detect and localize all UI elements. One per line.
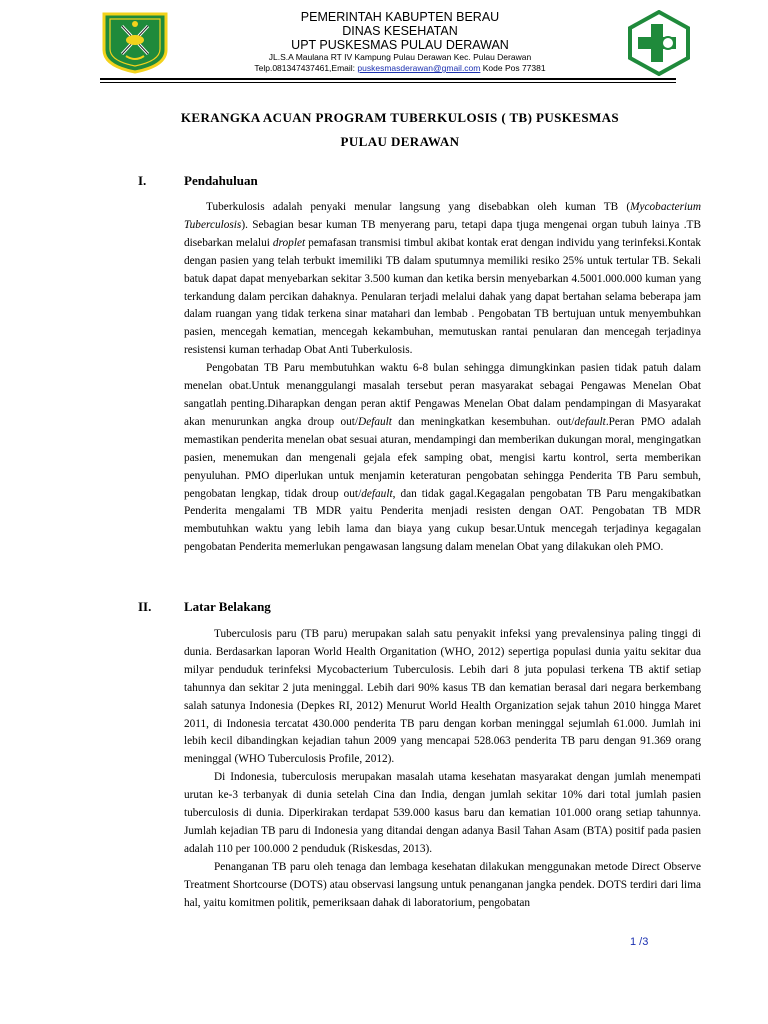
s1p2-italic-1: Default <box>358 415 392 428</box>
s1p2-italic-2: default <box>574 415 606 428</box>
s1p1-text-c: pemafasan transmisi timbul akibat kontak erat dengan individu yang terinfeksi.Kontak dengan pasien yang telah terbukt imemiliki TB dalam sputumnya memiliki resiko 25% untuk tertular TB. Sekali batuk dapat dapat menyebarkan sekitar 3.500 kuman dan ketika bersin menyebarkan 4.5001.000.000 kuman yang terkandung dalam percikan dahaknya. Penularan terjadi melalui dahak yang dapat bertahan selama beberapa jam dalam ruangan yang tidak terkena sinar matahari dan lembab . Pengobatan TB bertujuan untuk menyembuhkan pasien, mencegah kematian, mencegah kekambuhan, memutuskan rantai penularan dan mencegah terjadinya resistensi kuman terhadap Obat Anti Tuberkulosis. <box>184 236 701 357</box>
letterhead-rule-thick <box>100 78 676 80</box>
contact-prefix: Telp.081347437461,Email: <box>254 63 358 73</box>
s1p2-text-a: Pengobatan TB Paru membutuhkan waktu 6-8 bulan sehingga dimungkinkan pasien tidak patuh dalam menelan obat.Untuk menanggulangi masalah tersebut peran masyarakat sebagai Pengawas Menelan Obat sangatlah penting.Diharapkan dengan peran aktif Pengawas Menelan Obat dalam pendampingan di Masyarakat akan menurunkan angka droup out/ <box>184 362 701 428</box>
page-number: 1 /3 <box>630 936 649 948</box>
section2-paragraph2: Di Indonesia, tuberculosis merupakan masalah utama kesehatan masyarakat dengan jumlah menempati urutan ke-3 terbanyak di dunia setelah Cina dan India, dengan jumlah sekitar 10% dari total jumlah pasien tuberculosis di dunia. Diperkirakan terdapat 539.000 kasus baru dan kematian 101.000 orang setiap tahunnya. Jumlah kejadian TB paru di Indonesia yang ditandai dengan adanya Basil Tahan Asam (BTA) positif pada pasien adalah 110 per 100.000 2 penduduk (Riskesdas, 2013). <box>184 771 701 855</box>
letterhead-line1: PEMERINTAH KABUPTEN BERAU <box>300 10 500 24</box>
s1p1-italic-1: Mycobacterium Tuberculosis <box>184 201 701 231</box>
contact-suffix: Kode Pos 77381 <box>480 63 546 73</box>
section1-heading: Pendahuluan <box>184 173 258 188</box>
s1p2-text-b: dan meningkatkan kesembuhan. out/ <box>391 415 575 428</box>
s1p1-italic-2: droplet <box>272 236 306 249</box>
section1-body <box>184 199 701 557</box>
s1p2-italic-3: default <box>361 487 393 500</box>
section2-body <box>184 626 701 913</box>
letterhead-line2: DINAS KESEHATAN <box>342 24 458 38</box>
section1-paragraph2 <box>184 360 701 557</box>
section2-number: II. <box>138 599 152 614</box>
section2-paragraph3: Penanganan TB paru oleh tenaga dan lembaga kesehatan dilakukan menggunakan metode Direct Observe Treatment Shortcourse (DOTS) atau observasi langsung untuk penanganan jangka pendek. DOTS terdiri dari lima hal, yaitu komitmen politik, pemeriksaan dahak di laboratorium, pengobatan <box>184 860 701 909</box>
regency-emblem-logo <box>100 10 170 74</box>
s1p1-text-a: Tuberkulosis adalah penyaki menular langsung yang disebabkan oleh kuman TB ( <box>206 201 631 213</box>
document-title-line2: PULAU DERAWAN <box>340 134 460 149</box>
puskesmas-logo <box>626 10 692 76</box>
section2-paragraph1: Tuberculosis paru (TB paru) merupakan salah satu penyakit infeksi yang prevalensinya paling tinggi di dunia. Berdasarkan laporan World Health Organitation (WHO, 2012) sepertiga populasi dunia yaitu sekitar dua milyar penduduk terinfeksi Mycobacterium Tuberculosis. Lebih dari 8 juta populasi terkena TB aktif setiap tahunnya dan sekitar 2 juta meninggal. Lebih dari 90% kasus TB dan kematian berasal dari negara berkembang salah satunya Indonesia (Depkes RI, 2012) Menurut World Health Organization sejak tahun 2010 hingga Maret 2011, di Indonesia tercatat 430.000 penderita TB paru dengan korban meninggal sejumlah 61.000. Jumlah ini lebih kecil dibandingkan kejadian tahun 2009 yang mencapai 528.063 penderita TB paru dengan 91.369 orang meninggal (WHO Tuberculosis Profile, 2012). <box>184 628 701 766</box>
s1p2-text-c: .Peran PMO adalah memastikan penderita menelan obat sesuai aturan, mendampingi dan memberikan dukungan moral, mengingatkan pasien, menemukan dan mengenali gejala efek samping obat, mengisi kartu kontrol, serta memberikan penyuluhan. PMO diperlukan untuk menjamin keteraturan pengobatan sehingga Penderita TB Paru sembuh, pengobatan lengkap, tidak droup out/ <box>184 415 701 500</box>
letterhead-contact <box>200 63 600 74</box>
s1p1-text-b: ). Sebagian besar kuman TB menyerang paru, tetapi dapa tjuga mengenai organ tubuh lainya .TB disebarkan melalui <box>184 218 701 249</box>
letterhead-line3: UPT PUSKESMAS PULAU DERAWAN <box>291 38 509 52</box>
document-title-line1: KERANGKA ACUAN PROGRAM TUBERKULOSIS ( TB) PUSKESMAS <box>180 110 620 125</box>
section1-number: I. <box>138 173 147 188</box>
letterhead <box>200 10 600 74</box>
letterhead-address: JL.S.A Maulana RT IV Kampung Pulau Derawan Kec. Pulau Derawan <box>268 52 532 62</box>
section1-paragraph1 <box>184 199 701 360</box>
section2-heading: Latar Belakang <box>184 599 271 614</box>
email-link[interactable]: puskesmasderawan@gmail.com <box>357 63 481 73</box>
s1p2-text-d: , dan tidak gagal.Kegagalan pengobatan TB Paru mengakibatkan Penderita mengalami TB MDR yaitu Penderita menjadi resisten dengan OAT. Pengobatan TB MDR membutuhkan waktu yang lebih lama dan biaya yang cukup besar.Untuk mencegah terjadinya kegagalan pengobatan Penderita memerlukan pengawasan langsung dalam menelan Obat yang dilakukan oleh PMO. <box>184 487 701 554</box>
letterhead-rule-thin <box>100 82 676 83</box>
